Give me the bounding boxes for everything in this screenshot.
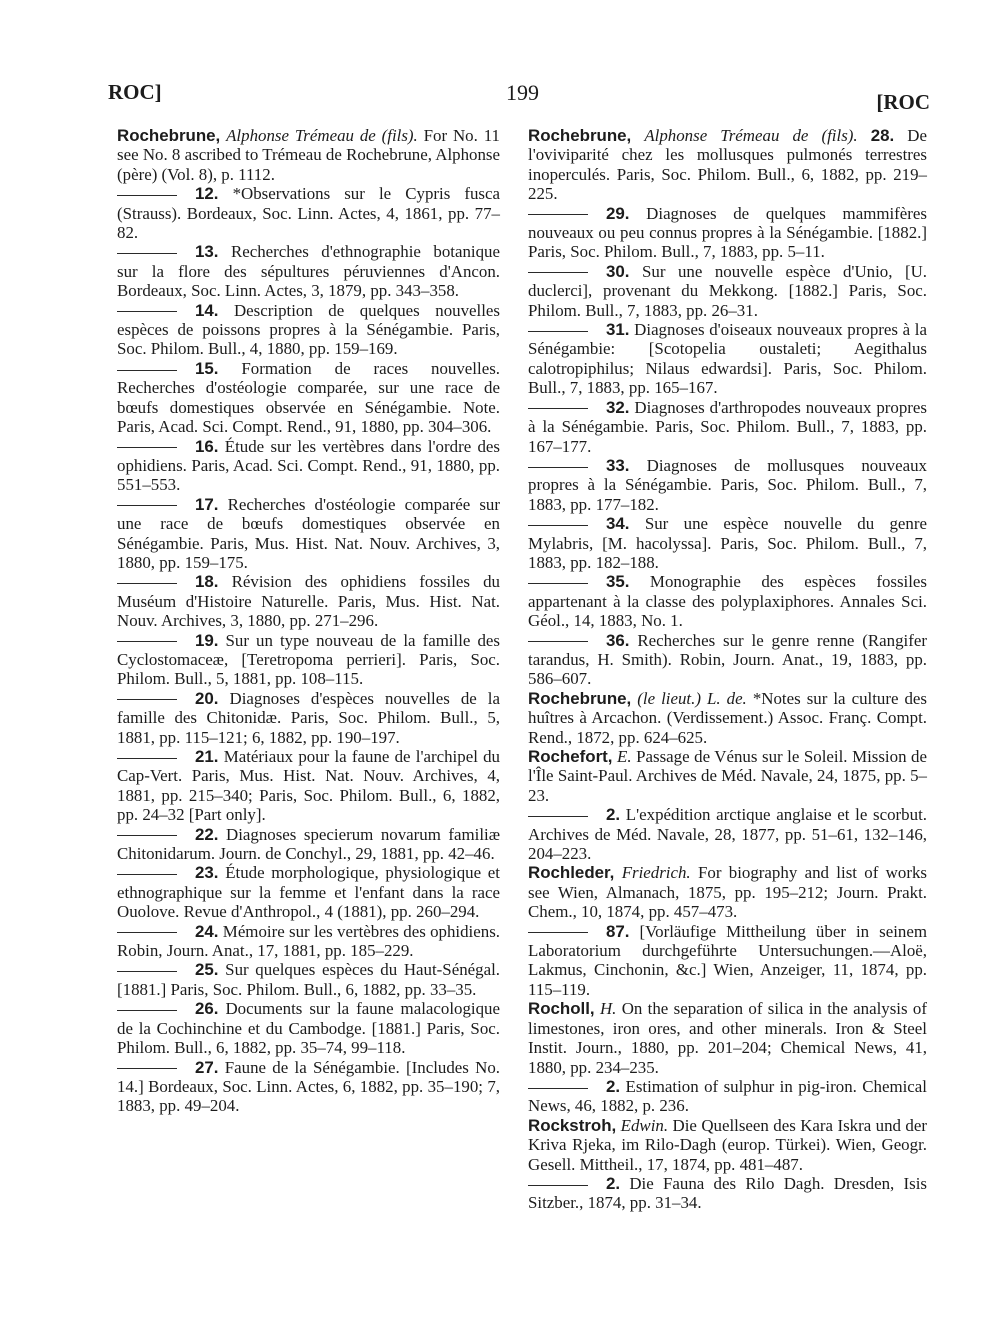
page-number: 199 — [506, 80, 539, 105]
entry-text: Documents sur la faune malacologique de la Cochinchine et du Cambodge. [1881.] Paris, Soc. Philom. Bull., 6, 1882, pp. 35–74, 99–118. — [117, 999, 500, 1058]
repeat-author-dash — [117, 370, 177, 371]
entry-number: 2. — [606, 1076, 621, 1096]
repeat-author-dash — [117, 641, 177, 642]
entry-number: 24. — [195, 921, 219, 941]
sub-entry — [117, 999, 500, 1057]
entry-text: Formation de races nouvelles. Recherches d'ostéologie comparée, sur une race de bœufs domestiques observée en Sénégambie. Note. Paris, Acad. Sci. Compt. Rend., 91, 1880, pp. 304–306. — [117, 358, 500, 437]
author-given-name: H. — [599, 999, 617, 1019]
entry-text: Estimation of sulphur in pig-iron. Chemical News, 46, 1882, p. 236. — [528, 1076, 927, 1116]
sub-entry — [528, 1174, 927, 1213]
entry-text: *Notes sur la culture des huîtres à Arcachon. (Verdissement.) Assoc. Franç. Compt. Rend., 1872, pp. 624–625. — [528, 688, 927, 747]
sub-entry — [117, 960, 500, 999]
author-name: Rochleder, — [528, 863, 615, 883]
sub-entry — [117, 572, 500, 630]
sub-entry — [528, 204, 927, 262]
author-name: Rochefort, — [528, 747, 613, 766]
left-column — [117, 126, 500, 1116]
sub-entry — [528, 320, 927, 398]
entry-text: [Vorläufige Mittheilung über in seinem Laboratorium durchgeführte Untersuchungen.—Aloë, Lakmus, Cinchonin, &c.] Wien, Anzeiger, 11, 1874, pp. 115–119. — [528, 921, 927, 999]
repeat-author-dash — [528, 816, 588, 817]
repeat-author-dash — [117, 583, 177, 584]
header-right: [ROC — [876, 90, 930, 114]
entry-number: 23. — [195, 863, 219, 883]
entry-number: 30. — [606, 261, 630, 281]
entry-number: 2. — [606, 1173, 621, 1193]
sub-entry — [117, 495, 500, 573]
entry-text: Sur un type nouveau de la famille des Cyclostomaceæ, [Teretropoma perrieri]. Paris, Soc. Philom. Bull., 5, 1881, pp. 108–115. — [117, 630, 500, 689]
entry-number: 15. — [195, 358, 219, 378]
repeat-author-dash — [117, 253, 177, 254]
entry-text: Matériaux pour la faune de l'archipel du Cap-Vert. Paris, Mus. Hist. Nat. Nouv. Archives, 4, 1881, pp. 215–340; Paris, Soc. Philom. Bull., 6, 1882, pp. 24–32 [Part only]. — [117, 747, 500, 825]
sub-entry — [117, 301, 500, 359]
entry-text: Diagnoses specierum novarum familiæ Chitonidarum. Journ. de Conchyl., 29, 1881, pp. 42–46. — [117, 824, 500, 864]
entry-text: Description de quelques nouvelles espèces de poissons propres à la Sénégambie. Paris, Soc. Philom. Bull., 4, 1880, pp. 159–169. — [117, 300, 500, 359]
entry-number: 27. — [195, 1057, 219, 1077]
entry-text: Sur quelques espèces du Haut-Sénégal. [1881.] Paris, Soc. Philom. Bull., 6, 1882, pp. 33–35. — [117, 960, 500, 999]
entry-number: 18. — [195, 572, 219, 592]
sub-entry — [117, 922, 500, 961]
sub-entry — [117, 184, 500, 242]
sub-entry — [117, 747, 500, 825]
sub-entry — [528, 805, 927, 863]
repeat-author-dash — [528, 1185, 588, 1186]
sub-entry — [528, 572, 927, 630]
author-name: Rockstroh, — [528, 1115, 617, 1135]
repeat-author-dash — [528, 214, 588, 215]
header-left: ROC] — [108, 80, 162, 104]
entry-number: 35. — [606, 572, 630, 592]
repeat-author-dash — [528, 467, 588, 468]
author-entry — [117, 126, 500, 184]
entry-number: 21. — [195, 747, 219, 766]
repeat-author-dash — [528, 1088, 588, 1089]
entry-text: Die Quellseen des Kara Iskra und der Kriva Rjeka, im Rilo-Dagh (europ. Türkei). Wien, Geogr. Gesell. Mittheil., 17, 1874, pp. 481–487. — [528, 1115, 927, 1174]
author-entry — [528, 999, 927, 1077]
sub-entry — [528, 1077, 927, 1116]
entry-text: Diagnoses d'oiseaux nouveaux propres à la Sénégambie: [Scotopelia oustaleti; Aegithalus calotropiphilus; Nilaus edwardsi]. Paris, Soc. Philom. Bull., 7, 1883, pp. 165–167. — [528, 320, 927, 398]
sub-entry — [117, 825, 500, 864]
repeat-author-dash — [528, 408, 588, 409]
entry-text: Diagnoses d'espèces nouvelles de la famille des Chitonidæ. Paris, Soc. Philom. Bull., 5, 1881, pp. 115–121; 6, 1882, pp. 190–197. — [117, 688, 500, 747]
entry-text: For No. 11 see No. 8 ascribed to Trémeau de Rochebrune, Alphonse (père) (Vol. 8), p. 1112. — [117, 126, 500, 184]
author-name: Rochebrune, — [528, 688, 632, 708]
repeat-author-dash — [117, 447, 177, 448]
running-header — [108, 80, 930, 114]
repeat-author-dash — [117, 699, 177, 700]
entry-number: 26. — [195, 999, 219, 1019]
sub-entry — [117, 359, 500, 437]
entry-text: L'expédition arctique anglaise et le scorbut. Archives de Méd. Navale, 28, 1877, pp. 51–61, 132–146, 204–223. — [528, 805, 927, 864]
author-given-name: Alphonse Trémeau de (fils). — [644, 126, 858, 145]
entry-number: 20. — [195, 688, 219, 708]
entry-text: Recherches d'ethnographie botanique sur la flore des sépultures péruviennes d'Ancon. Bordeaux, Soc. Linn. Actes, 3, 1879, pp. 343–358. — [117, 242, 500, 301]
repeat-author-dash — [117, 758, 177, 759]
entry-number: 28. — [870, 126, 895, 145]
repeat-author-dash — [117, 971, 177, 972]
entry-text: Étude morphologique, physiologique et ethnographique sur la femme et l'enfant dans la race Ouolove. Revue d'Anthropol., 4 (1881), pp. 260–294. — [117, 863, 500, 922]
repeat-author-dash — [117, 311, 177, 312]
author-given-name: Friedrich. — [621, 863, 691, 883]
entry-text: Sur une nouvelle espèce d'Unio, [U. duclerci], provenant du Mekkong. [1882.] Paris, Soc. Philom. Bull., 7, 1883, pp. 26–31. — [528, 261, 927, 320]
entry-text: Révision des ophidiens fossiles du Muséum d'Histoire Naturelle. Paris, Mus. Hist. Nat. Nouv. Archives, 3, 1880, pp. 271–296. — [117, 572, 500, 631]
entry-number: 32. — [606, 397, 630, 417]
repeat-author-dash — [528, 272, 588, 273]
entry-text: Diagnoses de mollusques nouveaux propres à la Sénégambie. Paris, Soc. Philom. Bull., 7, 1883, pp. 177–182. — [528, 455, 927, 514]
sub-entry — [117, 863, 500, 921]
author-name: Rochebrune, — [117, 126, 221, 145]
author-entry — [528, 863, 927, 921]
entry-number: 29. — [606, 203, 630, 223]
entry-text: On the separation of silica in the analysis of limestones, iron ores, and other minerals. Iron & Steel Instit. Journ., 1880, pp. 201–204; Chemical News, 41, 1880, pp. 234–235. — [528, 999, 927, 1077]
entry-text: Faune de la Sénégambie. [Includes No. 14.] Bordeaux, Soc. Linn. Actes, 6, 1882, pp. 35–190; 7, 1883, pp. 49–204. — [117, 1057, 500, 1116]
entry-number: 16. — [195, 436, 219, 456]
entry-text: For biography and list of works see Wien, Almanach, 1875, pp. 195–212; Journ. Prakt. Chem., 10, 1874, pp. 457–473. — [528, 863, 927, 922]
repeat-author-dash — [117, 874, 177, 875]
sub-entry — [528, 514, 927, 572]
repeat-author-dash — [528, 583, 588, 584]
repeat-author-dash — [117, 835, 177, 836]
author-entry — [528, 747, 927, 805]
entry-number: 17. — [195, 494, 219, 514]
entry-text: Mémoire sur les vertèbres des ophidiens. Robin, Journ. Anat., 17, 1881, pp. 185–229. — [117, 921, 500, 961]
entry-text: Sur une espèce nouvelle du genre Mylabris, [M. hacolyssa]. Paris, Soc. Philom. Bull., 7, 1883, pp. 182–188. — [528, 514, 927, 572]
entry-text: Diagnoses d'arthropodes nouveaux propres à la Sénégambie. Paris, Soc. Philom. Bull., 7, 1883, pp. 167–177. — [528, 397, 927, 456]
entry-number: 31. — [606, 320, 630, 340]
entry-text: *Observations sur le Cypris fusca (Strauss). Bordeaux, Soc. Linn. Actes, 4, 1861, pp. 77–82. — [117, 184, 500, 243]
entry-text: Recherches sur le genre renne (Rangifer tarandus, H. Smith). Robin, Journ. Anat., 19, 1883, pp. 586–607. — [528, 630, 927, 689]
sub-entry — [528, 631, 927, 689]
entry-number: 33. — [606, 455, 630, 475]
entry-number: 34. — [606, 514, 630, 534]
repeat-author-dash — [117, 1010, 177, 1011]
entry-number: 19. — [195, 630, 219, 650]
sub-entry — [528, 262, 927, 320]
entry-number: 13. — [195, 242, 219, 262]
author-given-name: E. — [617, 747, 632, 766]
repeat-author-dash — [117, 195, 177, 196]
sub-entry — [528, 398, 927, 456]
sub-entry — [117, 689, 500, 747]
entry-text: Passage de Vénus sur le Soleil. Mission de l'Île Saint-Paul. Archives de Méd. Navale, 24, 1875, pp. 5–23. — [528, 747, 927, 805]
entry-text: De l'oviviparité chez les mollusques pulmonés terrestres inoperculés. Paris, Soc. Philom. Bull., 6, 1882, pp. 219–225. — [528, 126, 927, 204]
entry-number: 12. — [195, 184, 219, 204]
entry-number: 2. — [606, 805, 621, 825]
sub-entry — [117, 1058, 500, 1116]
entry-number: 25. — [195, 960, 219, 980]
sub-entry — [117, 437, 500, 495]
entry-text: Monographie des espèces fossiles appartenant à la classe des polyplaxiphores. Annales Sci. Géol., 14, 1883, No. 1. — [528, 572, 927, 631]
sub-entry — [117, 631, 500, 689]
author-given-name: Edwin. — [620, 1115, 669, 1135]
entry-text: Étude sur les vertèbres dans l'ordre des ophidiens. Paris, Acad. Sci. Compt. Rend., 91, 1880, pp. 551–553. — [117, 436, 500, 495]
repeat-author-dash — [117, 1068, 177, 1069]
repeat-author-dash — [528, 932, 588, 933]
entry-text: Diagnoses de quelques mammifères nouveaux ou peu connus propres à la Sénégambie. [1882.] Paris, Soc. Philom. Bull., 7, 1883, pp. 5–11. — [528, 203, 927, 262]
entry-text: Recherches d'ostéologie comparée sur une race de bœufs domestiques observée en Sénégambie. Paris, Mus. Hist. Nat. Nouv. Archives, 3, 1880, pp. 159–175. — [117, 494, 500, 572]
repeat-author-dash — [117, 932, 177, 933]
repeat-author-dash — [528, 641, 588, 642]
sub-entry — [528, 922, 927, 1000]
entry-number: 36. — [606, 630, 630, 650]
entry-number: 22. — [195, 824, 219, 844]
entry-text: Die Fauna des Rilo Dagh. Dresden, Isis Sitzber., 1874, pp. 31–34. — [528, 1173, 927, 1213]
sub-entry — [117, 242, 500, 300]
right-column — [528, 126, 927, 1213]
author-name: Rochebrune, — [528, 126, 632, 145]
author-entry — [528, 689, 927, 747]
sub-entry — [528, 456, 927, 514]
entry-number: 87. — [606, 921, 630, 941]
entry-number: 14. — [195, 300, 219, 320]
repeat-author-dash — [528, 331, 588, 332]
repeat-author-dash — [117, 505, 177, 506]
author-entry — [528, 126, 927, 204]
author-given-name: (le lieut.) L. de. — [637, 688, 747, 708]
repeat-author-dash — [528, 525, 588, 526]
author-entry — [528, 1116, 927, 1174]
author-given-name: Alphonse Trémeau de (fils). — [226, 126, 418, 145]
author-name: Rocholl, — [528, 999, 595, 1019]
